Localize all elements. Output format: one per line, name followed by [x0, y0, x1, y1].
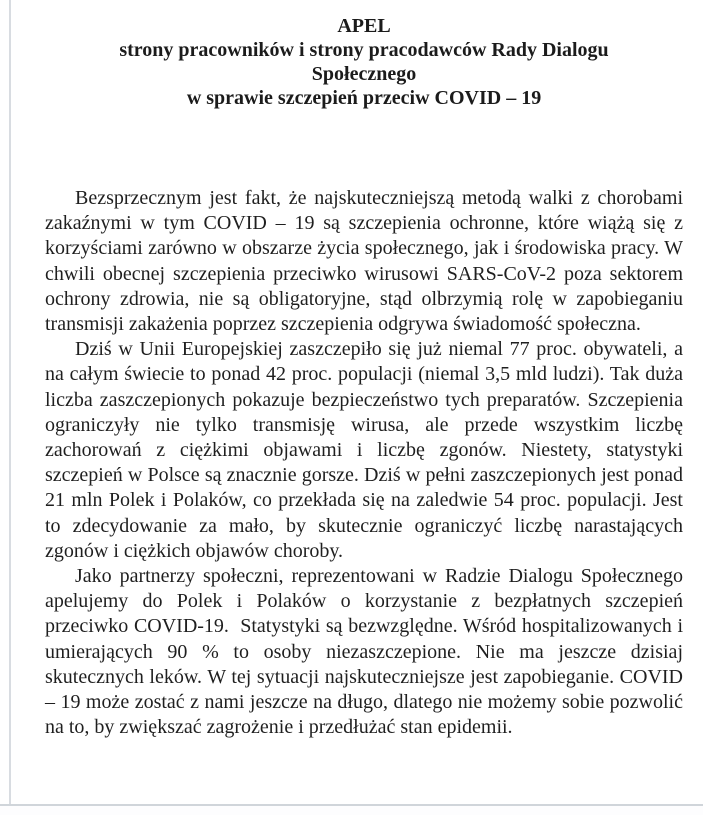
paragraph-3: Jako partnerzy społeczni, reprezentowani w Radzie Dialogu Społecznego apelujemy do Polek i Polaków o korzystanie z bezpłatnych szczepień przeciwko COVID-19. Statystyki są bezwzględne. Wśród hospitalizowanych i umierających 90 % to osoby niezaszczepione. Nie ma jeszcze dzisiaj skutecznych leków. W tej sytuacji najskuteczniejsze jest zapobieganie. COVID – 19 może zostać z nami jeszcze na długo, dlatego nie możemy sobie pozwolić na to, by zwiększać zagrożenie i przedłużać stan epidemii. [45, 565, 683, 739]
document-content [45, 14, 683, 740]
page-bottom-edge-line [0, 804, 703, 806]
title-line-1: APEL [337, 15, 391, 37]
title-line-2: strony pracowników i strony pracodawców Rady Dialogu [119, 39, 609, 61]
title-line-3: Społecznego [311, 63, 417, 85]
paragraph-1: Bezsprzecznym jest fakt, że najskuteczniejszą metodą walki z chorobami zakaźnymi w tym COVID – 19 są szczepienia ochronne, które wiążą się z korzyściami zarówno w obszarze życia społecznego, jak i środowiska pracy. W chwili obecnej szczepienia przeciwko wirusowi SARS-CoV-2 poza sektorem ochrony zdrowia, nie są obligatoryjne, stąd olbrzymią rolę w zapobieganiu transmisji zakażenia poprzez szczepienia odgrywa świadomość społeczna. [45, 187, 683, 336]
document-body [45, 186, 683, 740]
title-line-4: w sprawie szczepień przeciw COVID – 19 [186, 87, 542, 109]
document-title [45, 14, 683, 110]
page-left-edge-line [9, 0, 11, 806]
paragraph-2: Dziś w Unii Europejskiej zaszczepiło się już niemal 77 proc. obywateli, a na całym świecie to ponad 42 proc. populacji (niemal 3,5 mld ludzi). Tak duża liczba zaszczepionych pokazuje bezpieczeństwo tych preparatów. Szczepienia ograniczyły nie tylko transmisję wirusa, ale przede wszystkim liczbę zachorowań z ciężkimi objawami i liczbę zgonów. Niestety, statystyki szczepień w Polsce są znacznie gorsze. Dziś w pełni zaszczepionych jest ponad 21 mln Polek i Polaków, co przekłada się na zaledwie 54 proc. populacji. Jest to zdecydowanie za mało, by skutecznie ograniczyć liczbę narastających zgonów i ciężkich objawów choroby. [45, 338, 683, 562]
area-below-page [0, 806, 703, 815]
